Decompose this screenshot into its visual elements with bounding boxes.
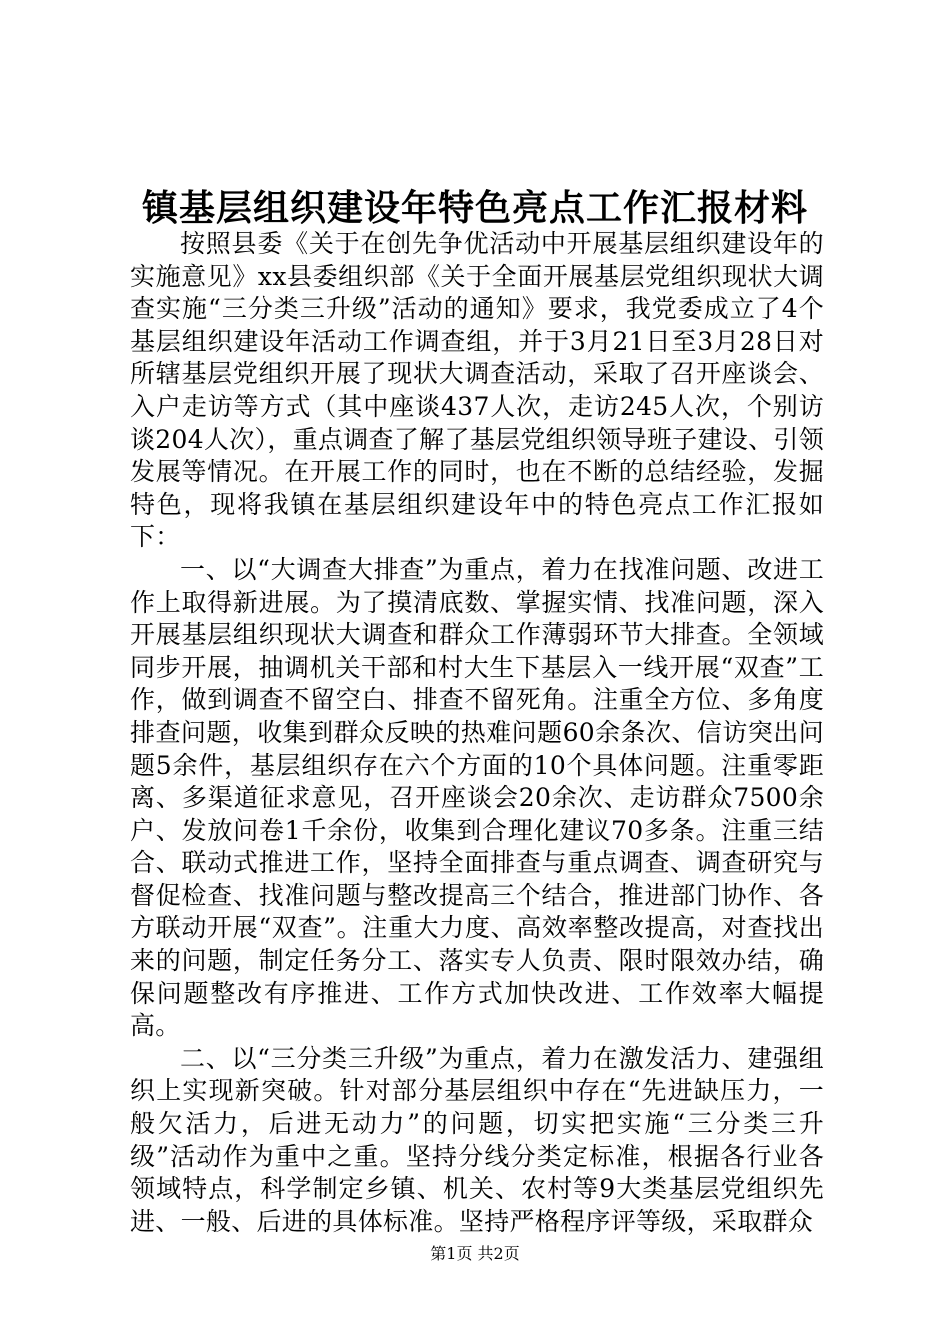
document-title: 镇基层组织建设年特色亮点工作汇报材料 [141, 188, 808, 229]
paragraph-section-2: 二、以“三分类三升级”为重点，着力在激发活力、建强组织上实现新突破。针对部分基层组织中存在“先进缺压力，一般欠活力，后进无动力”的问题，切实把实施“三分类三升级”活动作为重中之重。坚持分线分类定标准，根据各行业各领域特点，科学制定乡镇、机关、农村等9大类基层党组织先进、一般、后进的具体标准。坚持严格程序评等级，采取群众 [130, 1043, 824, 1236]
page-number-footer: 第1页 共2页 [430, 1244, 520, 1263]
paragraph-section-1: 一、以“大调查大排查”为重点，着力在找准问题、改进工作上取得新进展。为了摸清底数、掌握实情、找准问题，深入开展基层组织现状大调查和群众工作薄弱环节大排查。全领域同步开展，抽调机关干部和村大生下基层入一线开展“双查”工作，做到调查不留空白、排查不留死角。注重全方位、多角度排查问题，收集到群众反映的热难问题60余条次、信访突出问题5余件，基层组织存在六个方面的10个具体问题。注重零距离、多渠道征求意见，召开座谈会20余次、走访群众7500余户、发放问卷1千余份，收集到合理化建议70多条。注重三结合、联动式推进工作，坚持全面排查与重点调查、调查研究与督促检查、找准问题与整改提高三个结合，推进部门协作、各方联动开展“双查”。注重大力度、高效率整改提高，对查找出来的问题，制定任务分工、落实专人负责、限时限效办结，确保问题整改有序推进、工作方式加快改进、工作效率大幅提高。 [130, 554, 824, 1041]
document-body [130, 228, 824, 1238]
paragraph-intro: 按照县委《关于在创先争优活动中开展基层组织建设年的实施意见》xx县委组织部《关于全面开展基层党组织现状大调查实施“三分类三升级”活动的通知》要求，我党委成立了4个基层组织建设年活动工作调查组，并于3月21日至3月28日对所辖基层党组织开展了现状大调查活动，采取了召开座谈会、入户走访等方式（其中座谈437人次，走访245人次，个别访谈204人次），重点调查了解了基层党组织领导班子建设、引领发展等情况。在开展工作的同时，也在不断的总结经验，发掘特色，现将我镇在基层组织建设年中的特色亮点工作汇报如下： [130, 229, 824, 552]
